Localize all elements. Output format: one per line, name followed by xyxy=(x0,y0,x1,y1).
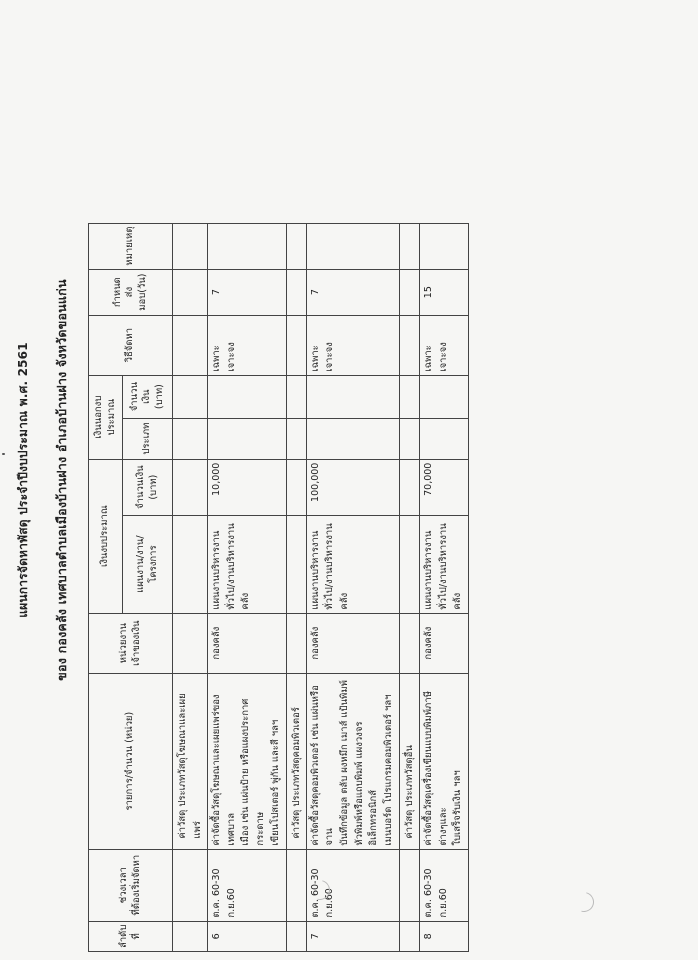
cell-item xyxy=(208,673,287,849)
cell-deadline: 7 xyxy=(306,269,399,315)
cell-deadline: 7 xyxy=(208,269,287,315)
item-line: บันทึกข้อมูล ตลับ ผงหมึก เมาส์ แป้นพิมพ์ xyxy=(339,680,351,846)
cell-unit: กองคลัง xyxy=(306,613,399,673)
section-row xyxy=(173,223,208,951)
cell-no: 6 xyxy=(208,921,287,951)
table-row xyxy=(306,223,399,951)
plan-line: ทั่วไป/งานบริหารงานคลัง xyxy=(324,523,351,610)
header-unit-bottom: เจ้าของเงิน xyxy=(130,620,142,666)
section-label: ค่าวัสดุ ประเภทวัสดุอื่น xyxy=(399,673,419,849)
cell-amount: 70,000 xyxy=(419,459,468,515)
document-subtitle: ของ กองคลัง เทศบาลตำบลเมืองบ้านฝาง อำเภอบ้านฝาง จังหวัดขอนแก่น xyxy=(54,279,69,681)
item-line: ใบเสร็จรับเงิน ฯลฯ xyxy=(452,770,464,846)
header-budget-amount-top: จำนวนเงิน xyxy=(135,465,147,509)
cell-amount: 100,000 xyxy=(306,459,399,515)
cell-amount: 10,000 xyxy=(208,459,287,515)
cell-method: เฉพาะเจาะจง xyxy=(419,315,468,375)
header-extra-amount-top: จำนวนเงิน xyxy=(128,382,153,412)
header-period xyxy=(89,849,173,921)
header-remark: หมายเหตุ xyxy=(89,223,173,269)
section-row xyxy=(399,223,419,951)
header-deadline-bottom: ส่งมอบ(วัน) xyxy=(124,273,148,311)
header-budget-amount-bottom: (บาท) xyxy=(147,474,159,500)
header-period-bottom: ที่ต้องเริ่มจัดหา xyxy=(130,854,142,916)
cell-remark xyxy=(208,223,287,269)
header-extra-amount-bottom: (บาท) xyxy=(153,384,165,410)
cell-item xyxy=(419,673,468,849)
plan-line: แผนงานบริหารงาน xyxy=(211,530,222,610)
header-row-1 xyxy=(89,223,123,951)
table-row xyxy=(208,223,287,951)
document-title: แผนการจัดหาพัสดุ ประจำปีงบประมาณ พ.ศ. 2561 xyxy=(16,342,30,618)
cell-no: 7 xyxy=(306,921,399,951)
plan-line: แผนงานบริหารงาน xyxy=(422,530,434,610)
pencil-mark xyxy=(570,888,597,915)
cell-extra-type xyxy=(419,418,468,459)
header-unit xyxy=(89,613,173,673)
cell-no: 8 xyxy=(419,921,468,951)
header-budget-group: เงินงบประมาณ xyxy=(89,459,123,613)
cell-extra-type xyxy=(208,418,287,459)
header-deadline-top: กำหนด xyxy=(111,277,123,308)
header-extra-group: เงินนอกงบประมาณ xyxy=(89,375,123,459)
item-line: ค่าจัดซื้อวัสดุเครื่องเขียนแบบพิมพ์ภาษีต่างๆและ xyxy=(422,691,449,846)
cell-unit: กองคลัง xyxy=(419,613,468,673)
cell-extra-amount xyxy=(419,375,468,418)
scan-speck xyxy=(2,453,5,455)
item-line: ค่าจัดซื้อวัสดุโฆษณาและเผยแพร่ของเทศบาล xyxy=(211,694,237,846)
header-unit-top: หน่วยงาน xyxy=(118,623,130,664)
procurement-plan-table xyxy=(88,223,469,952)
cell-unit: กองคลัง xyxy=(208,613,287,673)
cell-remark xyxy=(419,223,468,269)
cell-plan xyxy=(419,515,468,613)
cell-method: เฉพาะเจาะจง xyxy=(208,315,287,375)
section-label: ค่าวัสดุ ประเภทวัสดุคอมพิวเตอร์ xyxy=(286,673,306,849)
header-deadline xyxy=(89,269,173,315)
cell-method: เฉพาะเจาะจง xyxy=(306,315,399,375)
plan-line: แผนงานบริหารงาน xyxy=(309,530,321,610)
section-label: ค่าวัสดุ ประเภทวัสดุโฆษณาและเผยแพร่ xyxy=(173,673,208,849)
cell-extra-amount xyxy=(208,375,287,418)
header-extra-amount xyxy=(123,375,173,418)
cell-period: ต.ค. 60-30 ก.ย.60 xyxy=(306,849,399,921)
cell-plan xyxy=(208,515,287,613)
table-row xyxy=(419,223,468,951)
cell-plan xyxy=(306,515,399,613)
item-line: ค่าจัดซื้อวัสดุคอมพิวเตอร์ เช่น แผ่นหรือจาน xyxy=(309,685,336,846)
item-line: เมือง เช่น แผ่นป้าย หรือแผงประกาศ กระดาษ xyxy=(240,698,267,846)
cell-extra-amount xyxy=(306,375,399,418)
cell-period: ต.ค. 60-30 ก.ย.60 xyxy=(419,849,468,921)
plan-line: ทั่วไป/งานบริหารงานคลัง xyxy=(437,523,464,610)
cell-extra-type xyxy=(306,418,399,459)
header-no: ลำดับที่ xyxy=(89,921,173,951)
cell-period: ต.ค. 60-30 ก.ย.60 xyxy=(208,849,287,921)
cell-remark xyxy=(306,223,399,269)
header-item: รายการ/จำนวน (หน่วย) xyxy=(89,673,173,849)
item-line: เมนบอร์ด โปรแกรมคอมพิวเตอร์ ฯลฯ xyxy=(383,694,395,846)
header-period-top: ช่วงเวลา xyxy=(118,867,130,904)
cell-deadline: 15 xyxy=(419,269,468,315)
plan-line: ทั่วไป/งานบริหารงานคลัง xyxy=(225,523,252,610)
section-row xyxy=(286,223,306,951)
item-line: เขียนโปสเตอร์ พู่กัน และสี ฯลฯ xyxy=(269,719,281,846)
header-extra-type: ประเภท xyxy=(123,418,173,459)
header-method: วิธีจัดหา xyxy=(89,315,173,375)
header-budget-amount xyxy=(123,459,173,515)
header-budget-plan: แผนงาน/งาน/โครงการ xyxy=(123,515,173,613)
item-line: หัวพิมพ์หรือแถบพิมพ์ แผงวงจรอิเล็กทรอนิกส์ xyxy=(353,721,380,846)
cell-item xyxy=(306,673,399,849)
